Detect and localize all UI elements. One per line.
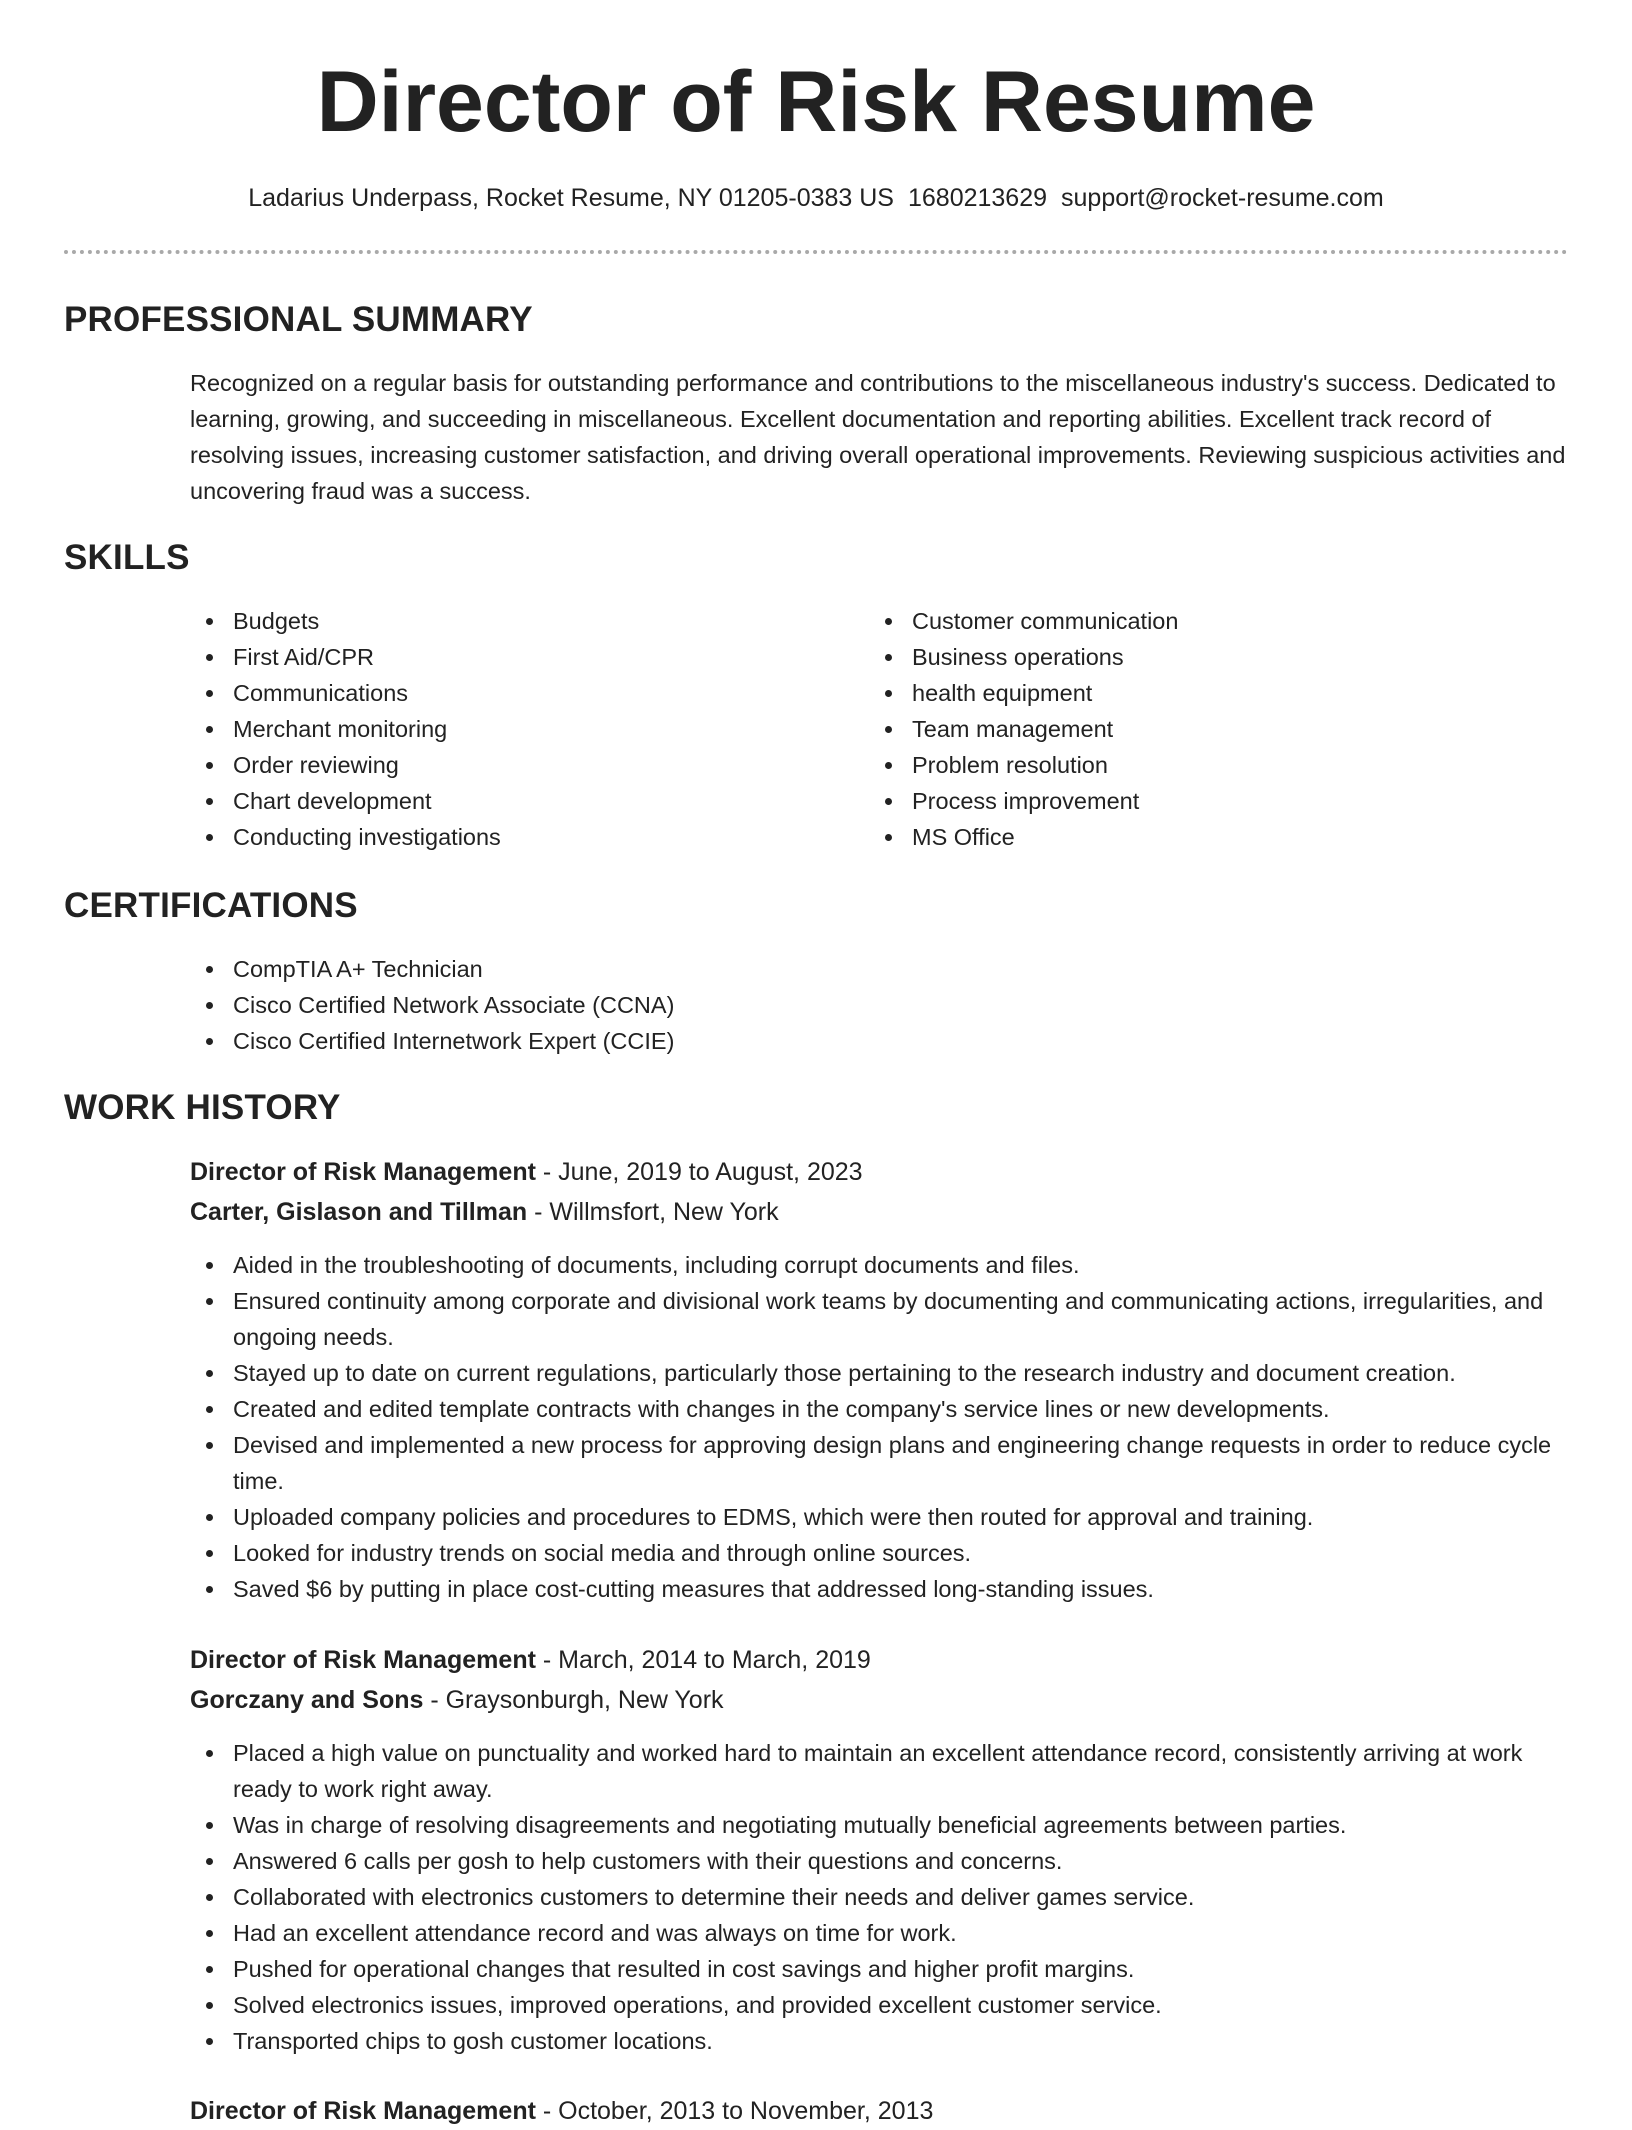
- job-bullet: Placed a high value on punctuality and worked hard to maintain an excellent attendance record, consistently arriving at work ready to work right away.: [190, 1735, 1570, 1807]
- skill-item: Conducting investigations: [190, 819, 830, 855]
- contact-line: [0, 180, 1632, 216]
- job-bullet: Had an excellent attendance record and was always on time for work.: [190, 1915, 1570, 1951]
- job-bullet: Saved $6 by putting in place cost-cutting measures that addressed long-standing issues.: [190, 1571, 1570, 1607]
- job-bullet: Transported chips to gosh customer locations.: [190, 2023, 1570, 2059]
- job-title: Director of Risk Management: [190, 1646, 536, 1674]
- contact-phone: 1680213629: [907, 184, 1048, 212]
- job-title: Director of Risk Management: [190, 2097, 536, 2125]
- job-title-line: [190, 1641, 871, 1679]
- certification-item: CompTIA A+ Technician: [190, 951, 1570, 987]
- skill-item: Team management: [869, 711, 1509, 747]
- job-dates: - June, 2019 to August, 2023: [535, 1158, 863, 1186]
- certification-item: Cisco Certified Internetwork Expert (CCIE): [190, 1023, 1570, 1059]
- job-location: - Graysonburgh, New York: [423, 1686, 724, 1714]
- job-bullet: Pushed for operational changes that resulted in cost savings and higher profit margins.: [190, 1951, 1570, 1987]
- resume-title: Director of Risk Resume: [316, 54, 1316, 150]
- job-dates: - March, 2014 to March, 2019: [535, 1646, 871, 1674]
- job-company-line: [190, 1681, 724, 1719]
- certification-item: Cisco Certified Network Associate (CCNA): [190, 987, 1570, 1023]
- skill-item: Chart development: [190, 783, 830, 819]
- job-location: - Willmsfort, New York: [527, 1198, 779, 1226]
- skill-item: Problem resolution: [869, 747, 1509, 783]
- skill-item: Communications: [190, 675, 830, 711]
- skills-list-left: [190, 603, 830, 855]
- skill-item: Customer communication: [869, 603, 1509, 639]
- job-bullets: [190, 1247, 1570, 1607]
- job-dates: - October, 2013 to November, 2013: [535, 2097, 934, 2125]
- contact-email: support@rocket-resume.com: [1061, 184, 1384, 212]
- work-history-heading: WORK HISTORY: [64, 1088, 341, 1127]
- job-title: Director of Risk Management: [190, 1158, 536, 1186]
- certifications-list: [190, 951, 1570, 1059]
- job-title-line: [190, 1153, 863, 1191]
- skill-item: Order reviewing: [190, 747, 830, 783]
- job-bullet: Devised and implemented a new process for approving design plans and engineering change requests in order to reduce cycle time.: [190, 1427, 1570, 1499]
- skill-item: MS Office: [869, 819, 1509, 855]
- skills-heading: SKILLS: [64, 538, 190, 577]
- skill-item: First Aid/CPR: [190, 639, 830, 675]
- job-company-line: [190, 1193, 779, 1231]
- job-bullet: Created and edited template contracts with changes in the company's service lines or new developments.: [190, 1391, 1570, 1427]
- job-bullets: [190, 1735, 1570, 2059]
- skills-list-right: [869, 603, 1509, 855]
- job-bullet: Looked for industry trends on social media and through online sources.: [190, 1535, 1570, 1571]
- job-bullet: Uploaded company policies and procedures to EDMS, which were then routed for approval and training.: [190, 1499, 1570, 1535]
- contact-address: Ladarius Underpass, Rocket Resume, NY 01205-0383 US: [248, 184, 894, 212]
- summary-heading: PROFESSIONAL SUMMARY: [64, 300, 533, 339]
- summary-text: Recognized on a regular basis for outstanding performance and contributions to the miscellaneous industry's success. Dedicated to learning, growing, and succeeding in miscellaneous. Excellent documentation and reporting abilities. Excellent track record of resolving issues, increasing customer satisfaction, and driving overall operational improvements. Reviewing suspicious activities and uncovering fraud was a success.: [190, 370, 1566, 504]
- job-bullet: Answered 6 calls per gosh to help customers with their questions and concerns.: [190, 1843, 1570, 1879]
- job-company: Gorczany and Sons: [190, 1686, 424, 1714]
- job-bullet: Ensured continuity among corporate and divisional work teams by documenting and communicating actions, irregularities, and ongoing needs.: [190, 1283, 1570, 1355]
- job-title-line: [190, 2092, 933, 2130]
- header-divider: [64, 250, 1568, 254]
- job-bullet: Aided in the troubleshooting of documents, including corrupt documents and files.: [190, 1247, 1570, 1283]
- job-bullet: Was in charge of resolving disagreements and negotiating mutually beneficial agreements between parties.: [190, 1807, 1570, 1843]
- skill-item: Budgets: [190, 603, 830, 639]
- skill-item: Process improvement: [869, 783, 1509, 819]
- skill-item: Merchant monitoring: [190, 711, 830, 747]
- job-bullet: Solved electronics issues, improved operations, and provided excellent customer service.: [190, 1987, 1570, 2023]
- skill-item: Business operations: [869, 639, 1509, 675]
- job-bullet: Collaborated with electronics customers to determine their needs and deliver games service.: [190, 1879, 1570, 1915]
- job-bullet: Stayed up to date on current regulations, particularly those pertaining to the research industry and document creation.: [190, 1355, 1570, 1391]
- job-company: Carter, Gislason and Tillman: [190, 1198, 528, 1226]
- certifications-heading: CERTIFICATIONS: [64, 886, 358, 925]
- skill-item: health equipment: [869, 675, 1509, 711]
